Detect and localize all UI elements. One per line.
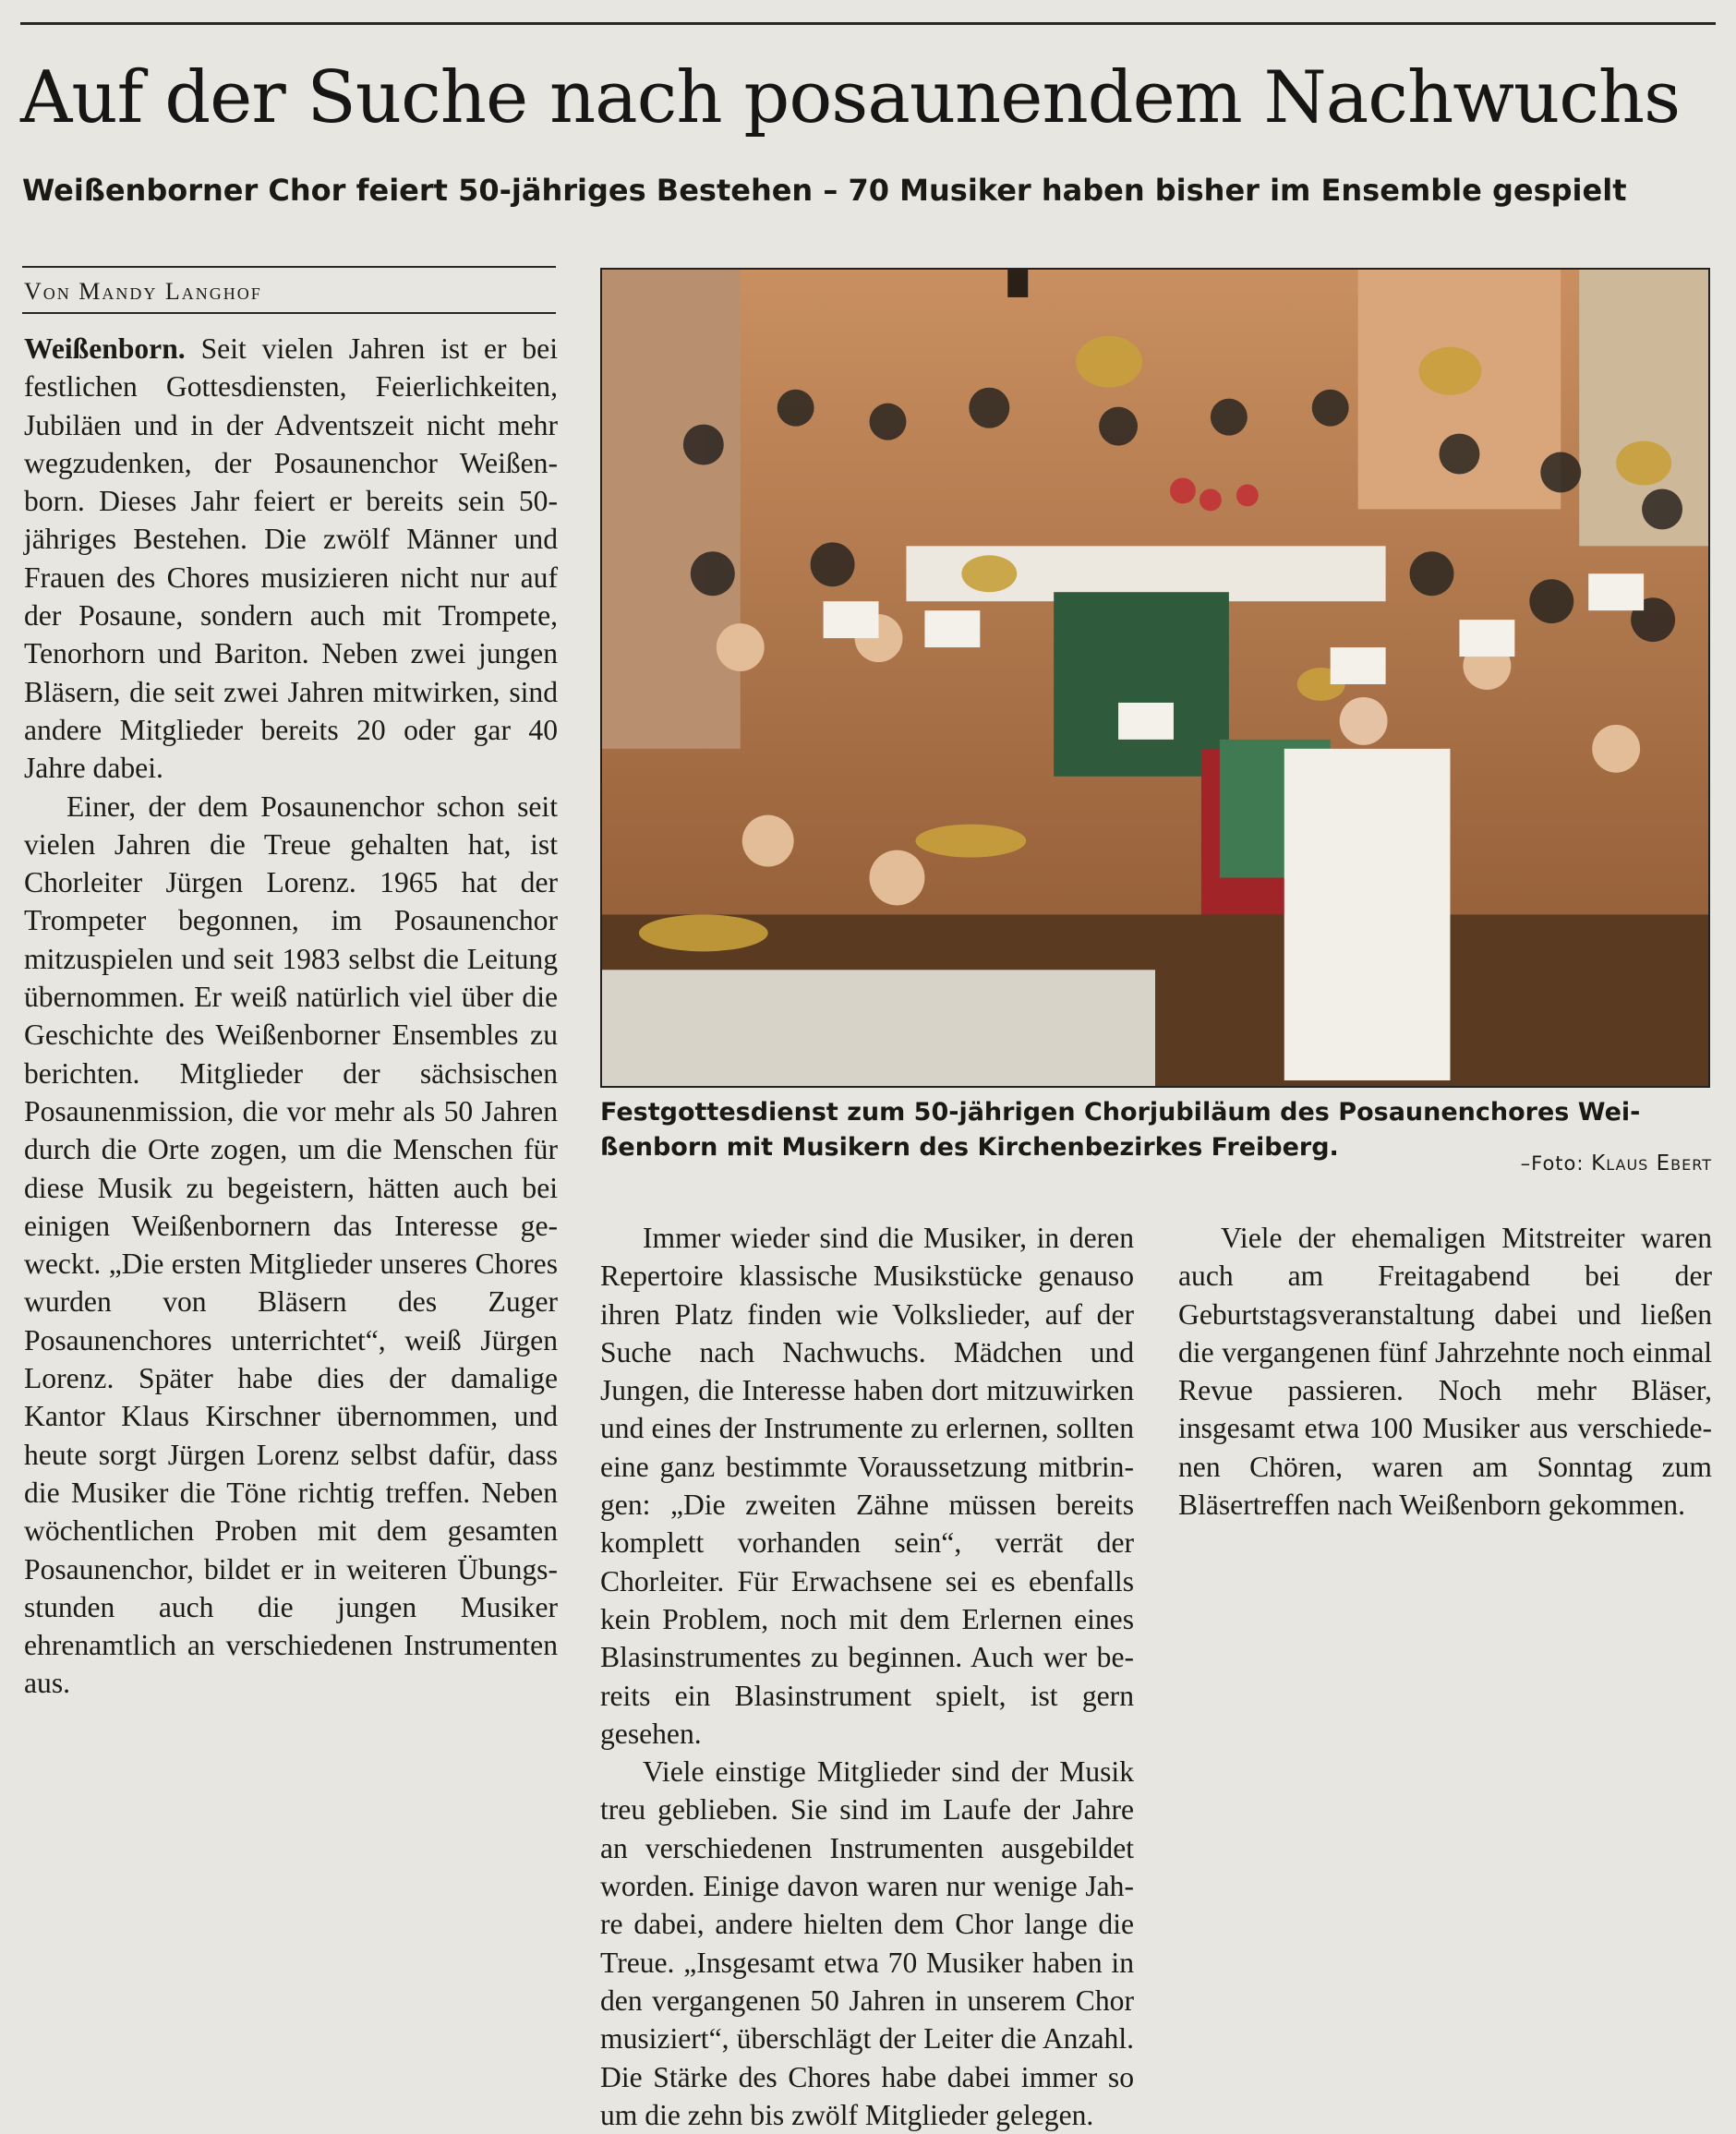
paragraph-3: Immer wieder sind die Musiker, in deren Repertoire klassische Musikstücke genauso ihren Platz finden wie Volkslieder, auf der Suche nach Nachwuchs. Mädchen und Jungen, die Interesse haben dort mitzuwirken und eines der Instrumente zu erlernen, sollten eine ganz bestimmte Voraussetzung mitbringen: „Die zweiten Zähne müssen bereits komplett vorhanden sein“, verrät der Chorleiter. Für Erwachsene sei es ebenfalls kein Problem, noch mit dem Erlernen eines Blasinstrumentes zu beginnen. Auch wer bereits ein Blasinstrument spielt, ist gern gesehen. xyxy=(600,1222,1134,1750)
paragraph-1 xyxy=(24,330,558,788)
credit-prefix: –Foto: xyxy=(1520,1152,1585,1175)
top-rule xyxy=(20,22,1716,25)
article-photo xyxy=(600,268,1710,1088)
byline-rule-bottom xyxy=(22,312,556,314)
caption-line-2: ßenborn mit Musikern des Kirchenbezirkes Freiberg. xyxy=(600,1133,1339,1162)
body-column-1 xyxy=(24,330,558,1703)
body-column-3 xyxy=(1178,1219,1712,1524)
brass-choir-photo xyxy=(602,270,1708,1086)
byline-rule-top xyxy=(22,266,556,268)
paragraph-5: Viele der ehemaligen Mitstreiter waren auch am Freitagabend bei der Geburtstagsveranstaltung dabei und ließen die vergangenen fünf Jahrzehnte noch einmal Revue passieren. Noch mehr Bläser, insgesamt etwa 100 Musiker aus verschiedenen Chören, waren am Sonntag zum Bläsertreffen nach Weißenborn gekommen. xyxy=(1178,1222,1712,1522)
paragraph-2: Einer, der dem Posaunenchor schon seit vielen Jahren die Treue gehalten hat, ist Chorleiter Jürgen Lorenz. 1965 hat der Trompeter begonnen, im Posaunenchor mitzuspielen und seit 1983 selbst die Leitung übernommen. Er weiß natürlich viel über die Geschichte des Weißenborner Ensembles zu berichten. Mitglieder der sächsischen Posaunenmission, die vor mehr als 50 Jahren durch die Orte zogen, um die Menschen für diese Musik zu begeistern, hätten auch bei einigen Weißenbornern das Interesse geweckt. „Die ersten Mitglieder unseres Chores wurden von Bläsern des Zuger Posaunenchores unterrichtet“, weiß Jürgen Lorenz. Später habe dies der damalige Kantor Klaus Kirschner übernommen, und heute sorgt Jürgen Lorenz selbst dafür, dass die Musiker die Töne richtig treffen. Neben wöchentlichen Proben mit dem gesamten Posaunenchor, bildet er in weiteren Übungsstunden auch die jungen Musiker ehrenamtlich an verschiedenen Instrumenten aus. xyxy=(24,790,558,1700)
dateline: Weißenborn. xyxy=(24,332,186,365)
byline: Von Mandy Langhof xyxy=(24,278,262,305)
body-column-2 xyxy=(600,1219,1134,2134)
photo-credit xyxy=(1521,1151,1712,1176)
paragraph-4: Viele einstige Mitglieder sind der Musik treu geblieben. Sie sind im Laufe der Jahre an verschiedenen Instrumenten ausgebildet worden. Einige davon waren nur wenige Jahre dabei, andere hielten dem Chor lange die Treue. „Insgesamt etwa 70 Musiker haben in den vergangenen 50 Jahren in unserem Chor musiziert“, überschlägt der Leiter die Anzahl. Die Stärke des Chores habe dabei immer so um die zehn bis zwölf Mitglieder gelegen. xyxy=(600,1755,1134,2131)
headline: Auf der Suche nach posaunendem Nachwuchs xyxy=(20,56,1681,139)
credit-name: Klaus Ebert xyxy=(1591,1151,1712,1176)
subheadline: Weißenborner Chor feiert 50-jähriges Bestehen – 70 Musiker haben bisher im Ensemble gespielt xyxy=(22,173,1627,208)
caption-line-1: Festgottesdienst zum 50-jährigen Chorjubiläum des Posaunenchores Wei- xyxy=(600,1098,1641,1127)
paragraph-1-text: Seit vielen Jahren ist er bei festlichen Gottesdiensten, Feierlichkeiten, Jubiläen und in der Adventszeit nicht mehr wegzudenken, der Posaunenchor Weißenborn. Dieses Jahr feiert er bereits sein 50-jähriges Bestehen. Die zwölf Männer und Frauen des Chores musizieren nicht nur auf der Posaune, sondern auch mit Trompete, Tenorhorn und Bariton. Neben zwei jungen Bläsern, die seit zwei Jahren mitwirken, sind andere Mitglieder bereits 20 oder gar 40 Jahre dabei. xyxy=(24,332,558,785)
